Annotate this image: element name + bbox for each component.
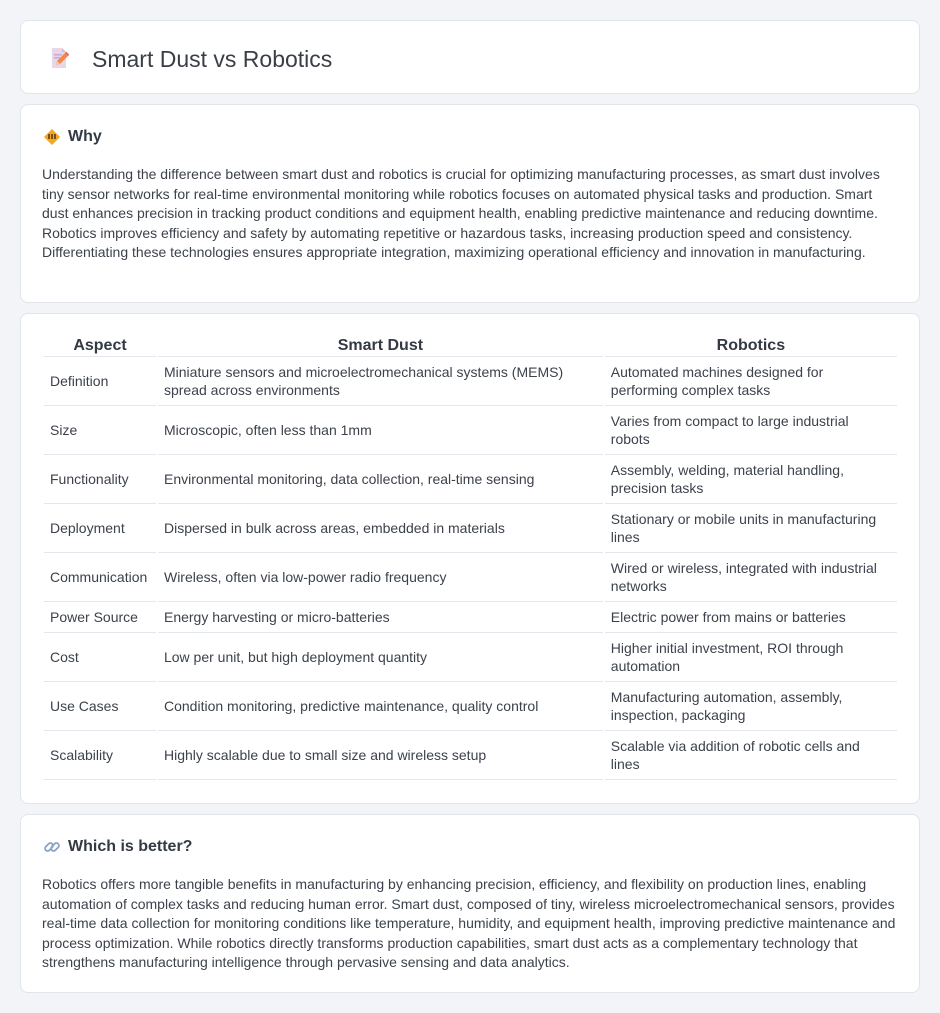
why-heading-row	[43, 127, 102, 147]
row-aspect: Size	[44, 406, 156, 455]
table-row	[44, 602, 897, 633]
row-smart-dust: Wireless, often via low-power radio frequency	[158, 553, 603, 602]
comparison-section	[20, 313, 920, 804]
row-smart-dust: Condition monitoring, predictive maintenance, quality control	[158, 682, 603, 731]
header-smart-dust: Smart Dust	[158, 336, 603, 357]
row-smart-dust: Microscopic, often less than 1mm	[158, 406, 603, 455]
better-heading-row	[43, 837, 192, 857]
table-row	[44, 633, 897, 682]
header-robotics: Robotics	[605, 336, 897, 357]
table-row	[44, 504, 897, 553]
better-body: Robotics offers more tangible benefits in manufacturing by enhancing precision, efficiency, and flexibility on production lines, enabling automation of complex tasks and reducing human error. Smart dust, composed of tiny, wireless microelectromechanical sensors, provides real-time data collection for monitoring conditions like temperature, humidity, and equipment health, improving predictive maintenance and process optimization. While robotics directly transforms production capabilities, smart dust acts as a complementary technology that strengthens manufacturing intelligence through pervasive sensing and data analytics.	[42, 876, 896, 970]
row-aspect: Cost	[44, 633, 156, 682]
row-smart-dust: Miniature sensors and microelectromechanical systems (MEMS) spread across environments	[158, 357, 603, 406]
table-row	[44, 357, 897, 406]
row-smart-dust: Energy harvesting or micro-batteries	[158, 602, 603, 633]
row-robotics: Electric power from mains or batteries	[605, 602, 897, 633]
table-row	[44, 406, 897, 455]
row-robotics: Higher initial investment, ROI through automation	[605, 633, 897, 682]
row-aspect: Deployment	[44, 504, 156, 553]
link-icon	[43, 838, 61, 856]
table-row	[44, 682, 897, 731]
table-header-row	[44, 336, 897, 357]
row-aspect: Definition	[44, 357, 156, 406]
row-smart-dust: Environmental monitoring, data collection, real-time sensing	[158, 455, 603, 504]
title-card	[20, 20, 920, 94]
row-robotics: Scalable via addition of robotic cells and lines	[605, 731, 897, 780]
warning-diamond-icon	[43, 128, 61, 146]
document-edit-icon	[47, 46, 71, 70]
row-smart-dust: Dispersed in bulk across areas, embedded in materials	[158, 504, 603, 553]
why-body: Understanding the difference between smart dust and robotics is crucial for optimizing manufacturing processes, as smart dust involves tiny sensor networks for real-time environmental monitoring while robotics focuses on automated physical tasks and production. Smart dust enhances precision in tracking product conditions and equipment health, enabling predictive maintenance and reducing downtime. Robotics improves efficiency and safety by automating repetitive or hazardous tasks, increasing production speed and consistency. Differentiating these technologies ensures appropriate integration, maximizing operational efficiency and innovation in manufacturing.	[42, 166, 880, 260]
row-aspect: Functionality	[44, 455, 156, 504]
comparison-table	[42, 336, 899, 780]
row-smart-dust: Highly scalable due to small size and wireless setup	[158, 731, 603, 780]
row-aspect: Communication	[44, 553, 156, 602]
table-row	[44, 731, 897, 780]
which-better-section	[20, 814, 920, 993]
row-aspect: Scalability	[44, 731, 156, 780]
why-heading: Why	[68, 128, 102, 145]
row-robotics: Stationary or mobile units in manufacturing lines	[605, 504, 897, 553]
why-section	[20, 104, 920, 303]
row-robotics: Varies from compact to large industrial robots	[605, 406, 897, 455]
table-row	[44, 553, 897, 602]
page-title: Smart Dust vs Robotics	[92, 46, 333, 72]
row-robotics: Manufacturing automation, assembly, inspection, packaging	[605, 682, 897, 731]
table-row	[44, 455, 897, 504]
row-robotics: Wired or wireless, integrated with industrial networks	[605, 553, 897, 602]
row-robotics: Automated machines designed for performing complex tasks	[605, 357, 897, 406]
row-robotics: Assembly, welding, material handling, precision tasks	[605, 455, 897, 504]
row-aspect: Power Source	[44, 602, 156, 633]
header-aspect: Aspect	[44, 336, 156, 357]
row-aspect: Use Cases	[44, 682, 156, 731]
row-smart-dust: Low per unit, but high deployment quantity	[158, 633, 603, 682]
better-heading: Which is better?	[68, 838, 193, 855]
